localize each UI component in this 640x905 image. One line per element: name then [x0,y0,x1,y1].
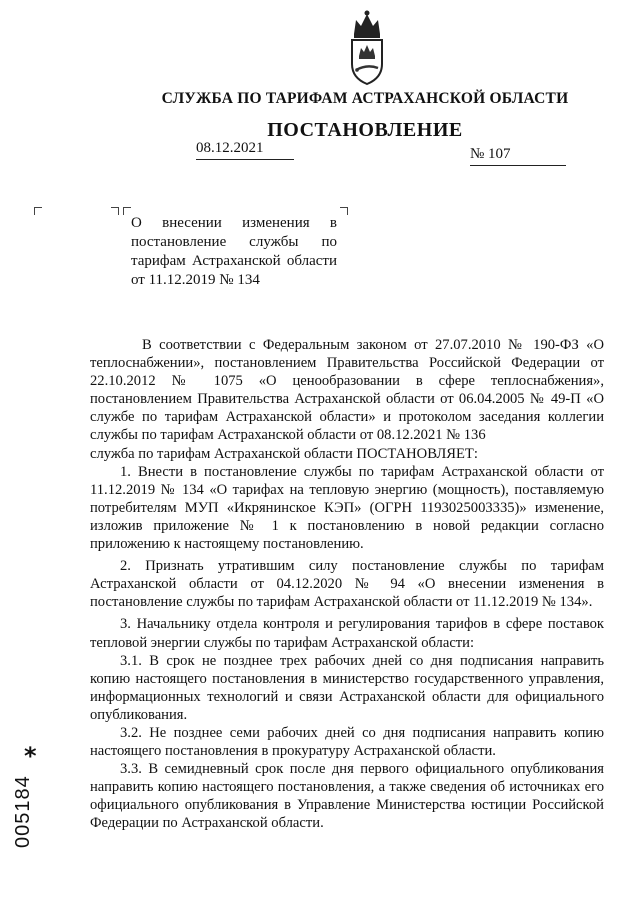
preamble-paragraph: В соответствии с Федеральным законом от 27.07.2010 № 190-ФЗ «О теплоснабжении», постановлением Правительства Российской Федерации от 22.10.2012 № 1075 «О ценообразовании в сфере теплоснабжения», постановлением Правительства Астраханской области от 06.04.2005 № 49-П «О службе по тарифам Астраханской области» и протоколом заседания коллегии службы по тарифам Астраханской области от 08.12.2021 № 136 [90,337,604,444]
item-3-paragraph: 3. Начальнику отдела контроля и регулирования тарифов в сфере поставок тепловой энергии службы по тарифам Астраханской области: [90,616,604,651]
document-type-title: ПОСТАНОВЛЕНИЕ [267,119,463,141]
registry-code [8,770,38,860]
organization-name: СЛУЖБА ПО ТАРИФАМ АСТРАХАНСКОЙ ОБЛАСТИ [161,90,569,107]
item-2-paragraph: 2. Признать утратившим силу постановление службы по тарифам Астраханской области от 04.12.2020 № 94 «О внесении изменения в постановление службы по тарифам Астраханской области от 11.12.2019 № 134». [90,558,604,611]
document-subject [131,214,337,290]
resolution-line: служба по тарифам Астраханской области ПОСТАНОВЛЯЕТ: [90,445,478,462]
item-3-2-paragraph: 3.2. Не позднее семи рабочих дней со дня подписания направить копию настоящего постановления в прокуратуру Астраханской области. [90,724,604,760]
document-body [90,336,604,833]
registry-code-text: 005184 [12,775,34,848]
subject-line: постановление службы по [131,234,337,250]
item-3-3-paragraph: 3.3. В семидневный срок после дня первого официального опубликования направить копию настоящего постановления, а также сведения об источниках его официального опубликования в Управление Министерства юстиции Российской Федерации по Астраханской области. [90,761,604,832]
margin-mark: * [24,742,37,770]
corner-mark [123,207,131,215]
document-date: 08.12.2021 [196,140,294,160]
coat-of-arms-icon [344,8,390,88]
subject-line: тарифам Астраханской области [131,253,337,269]
corner-mark [340,207,348,215]
item-3-1-paragraph: 3.1. В срок не позднее трех рабочих дней со дня подписания направить копию настоящего постановления в министерство государственного управления, информационных технологий и связи Астраханской области для официального опубликования. [90,652,604,723]
subject-line: от 11.12.2019 № 134 [131,272,260,288]
item-1-paragraph: 1. Внести в постановление службы по тарифам Астраханской области от 11.12.2019 № 134 «О тарифах на тепловую энергию (мощность), поставляемую потребителям МУП «Икрянинское КЭП» (ОГРН 1193025003335)» изменение, изложив приложение № 1 к постановлению в новой редакции согласно приложению к настоящему постановлению. [90,463,604,553]
document-number: № 107 [470,146,566,166]
corner-mark [34,207,42,215]
corner-mark [111,207,119,215]
subject-line: О внесении изменения в [131,215,337,231]
